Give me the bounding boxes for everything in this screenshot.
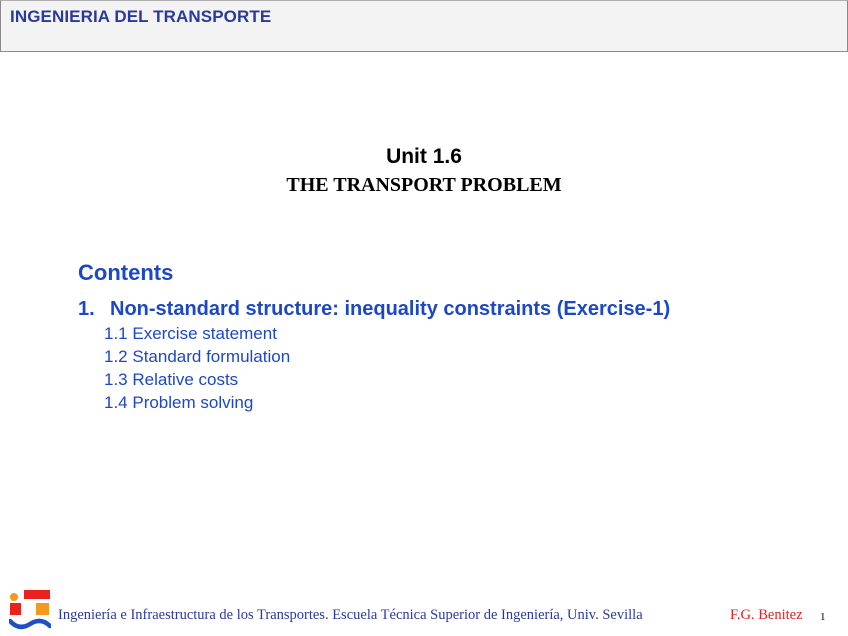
header-bar xyxy=(0,0,848,52)
section-title: Non-standard structure: inequality constraints (Exercise-1) xyxy=(110,298,671,320)
list-item: 1.1 Exercise statement xyxy=(104,324,277,343)
header-title: INGENIERIA DEL TRANSPORTE xyxy=(10,7,272,26)
logo-red-block-left xyxy=(10,603,21,615)
logo-blue-wave xyxy=(10,621,50,627)
contents-heading: Contents xyxy=(78,260,174,285)
page-number: 1 xyxy=(820,611,826,623)
unit-number: Unit 1.6 xyxy=(386,145,462,168)
subsection-list xyxy=(104,322,290,414)
slide-title: THE TRANSPORT PROBLEM xyxy=(286,174,562,196)
footer-institution: Ingeniería e Infraestructura de los Transportes. Escuela Técnica Superior de Ingeniería, Univ. Sevilla xyxy=(58,607,643,623)
logo-orange-block-right xyxy=(36,603,49,615)
list-item: 1.3 Relative costs xyxy=(104,370,239,389)
logo-orange-dot xyxy=(10,593,18,601)
section-number: 1. xyxy=(78,298,95,320)
footer-author: F.G. Benitez xyxy=(730,607,803,623)
list-item: 1.2 Standard formulation xyxy=(104,347,291,366)
section-item xyxy=(78,298,670,321)
logo-red-bar-top xyxy=(24,590,50,599)
university-logo-icon xyxy=(9,588,51,632)
list-item: 1.4 Problem solving xyxy=(104,393,254,412)
